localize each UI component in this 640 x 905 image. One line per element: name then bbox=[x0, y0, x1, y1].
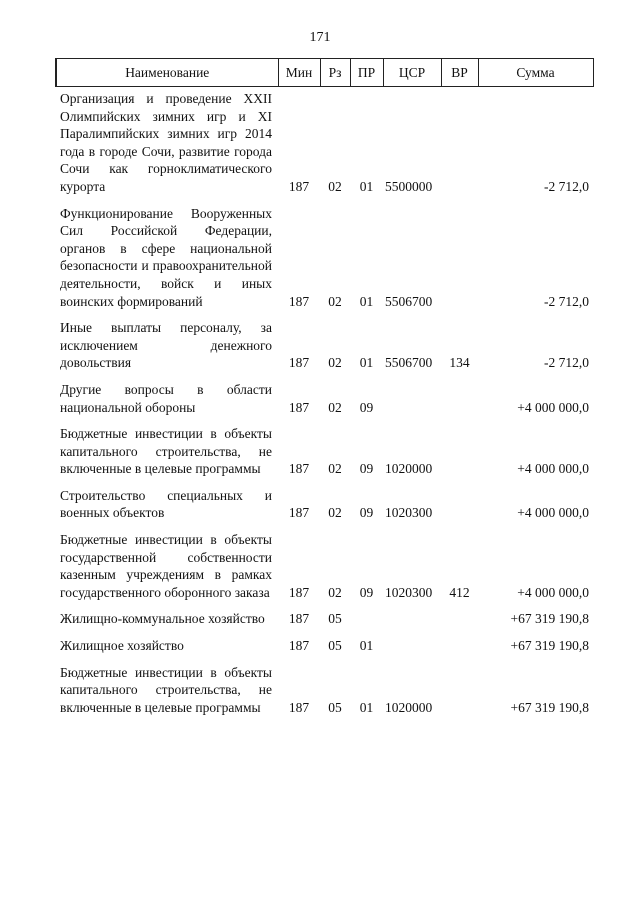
cell-sum: -2 712,0 bbox=[544, 355, 589, 371]
cell-csr: 5506700 bbox=[385, 355, 433, 371]
cell-pr: 01 bbox=[359, 699, 374, 715]
table-row bbox=[56, 606, 593, 633]
table-row bbox=[56, 660, 593, 722]
cell-vr: 412 bbox=[449, 584, 470, 600]
cell-name: Функционирование Вооруженных Сил Российской Федерации, органов в сфере национальной безопасности и правоохранительной деятельности, войск и иных воинских формирований bbox=[60, 205, 272, 309]
cell-csr: 1020000 bbox=[385, 699, 433, 715]
table-row bbox=[56, 201, 593, 316]
cell-name: Бюджетные инвестиции в объекты капитального строительства, не включенные в целевые программы bbox=[60, 426, 272, 477]
header-sum: Сумма bbox=[478, 59, 593, 87]
cell-name: Жилищно-коммунальное хозяйство bbox=[60, 611, 265, 627]
cell-vr bbox=[441, 87, 478, 201]
cell-name: Бюджетные инвестиции в объекты капитального строительства, не включенные в целевые программы bbox=[60, 664, 272, 715]
cell-name: Бюджетные инвестиции в объекты государственной собственности казенным учреждениям в рамках государственного оборонного заказа bbox=[60, 532, 272, 600]
table-row bbox=[56, 483, 593, 527]
header-pr: ПР bbox=[350, 59, 383, 87]
cell-min: 187 bbox=[288, 611, 310, 627]
cell-vr bbox=[441, 483, 478, 527]
cell-vr bbox=[441, 633, 478, 660]
cell-min: 187 bbox=[288, 699, 310, 715]
cell-rz: 02 bbox=[328, 461, 342, 477]
cell-rz: 02 bbox=[328, 399, 342, 415]
cell-pr: 01 bbox=[359, 638, 374, 654]
cell-csr bbox=[383, 606, 441, 633]
cell-pr: 01 bbox=[359, 178, 374, 194]
cell-pr bbox=[350, 606, 383, 633]
cell-vr bbox=[441, 201, 478, 316]
cell-pr: 09 bbox=[359, 584, 374, 600]
table-body bbox=[56, 87, 593, 722]
cell-csr: 5506700 bbox=[385, 293, 433, 309]
table-row bbox=[56, 633, 593, 660]
cell-vr: 134 bbox=[449, 355, 470, 371]
cell-sum: +67 319 190,8 bbox=[510, 638, 589, 654]
cell-csr: 1020300 bbox=[385, 505, 433, 521]
header-min: Мин bbox=[278, 59, 320, 87]
cell-sum: +67 319 190,8 bbox=[510, 699, 589, 715]
cell-vr bbox=[441, 660, 478, 722]
cell-rz: 02 bbox=[328, 293, 342, 309]
table-row bbox=[56, 527, 593, 606]
header-name: Наименование bbox=[56, 59, 278, 87]
cell-min: 187 bbox=[288, 638, 310, 654]
cell-csr bbox=[383, 377, 441, 421]
cell-sum: +4 000 000,0 bbox=[517, 505, 589, 521]
cell-csr: 1020300 bbox=[385, 584, 433, 600]
cell-rz: 02 bbox=[328, 178, 342, 194]
cell-vr bbox=[441, 377, 478, 421]
cell-csr: 5500000 bbox=[385, 178, 433, 194]
cell-min: 187 bbox=[288, 461, 310, 477]
cell-min: 187 bbox=[288, 505, 310, 521]
cell-name: Другие вопросы в области национальной обороны bbox=[60, 381, 272, 415]
header-rz: Рз bbox=[320, 59, 350, 87]
cell-rz: 02 bbox=[328, 584, 342, 600]
header-csr: ЦСР bbox=[383, 59, 441, 87]
cell-rz: 02 bbox=[328, 505, 342, 521]
cell-min: 187 bbox=[288, 178, 310, 194]
table-header bbox=[56, 59, 593, 87]
cell-rz: 05 bbox=[328, 638, 342, 654]
cell-sum: +4 000 000,0 bbox=[517, 399, 589, 415]
table-row bbox=[56, 421, 593, 483]
cell-sum: -2 712,0 bbox=[544, 293, 589, 309]
header-vr: ВР bbox=[441, 59, 478, 87]
table-row bbox=[56, 315, 593, 377]
cell-pr: 01 bbox=[359, 293, 374, 309]
cell-name: Строительство специальных и военных объектов bbox=[60, 487, 272, 521]
cell-vr bbox=[441, 421, 478, 483]
cell-min: 187 bbox=[288, 399, 310, 415]
cell-name: Жилищное хозяйство bbox=[60, 638, 184, 654]
cell-sum: -2 712,0 bbox=[544, 178, 589, 194]
cell-csr: 1020000 bbox=[385, 461, 433, 477]
table-row bbox=[56, 377, 593, 421]
cell-pr: 01 bbox=[359, 355, 374, 371]
cell-pr: 09 bbox=[359, 461, 374, 477]
cell-sum: +67 319 190,8 bbox=[510, 611, 589, 627]
cell-vr bbox=[441, 606, 478, 633]
cell-min: 187 bbox=[288, 293, 310, 309]
cell-rz: 02 bbox=[328, 355, 342, 371]
cell-min: 187 bbox=[288, 355, 310, 371]
cell-name: Организация и проведение XXII Олимпийских зимних игр и XI Паралимпийских зимних игр 2014 года в городе Сочи, развитие города Сочи как горноклиматического курорта bbox=[60, 91, 272, 194]
cell-pr: 09 bbox=[359, 399, 374, 415]
cell-csr bbox=[383, 633, 441, 660]
cell-pr: 09 bbox=[359, 505, 374, 521]
cell-sum: +4 000 000,0 bbox=[517, 461, 589, 477]
table-row bbox=[56, 87, 593, 201]
budget-table bbox=[55, 58, 594, 721]
cell-sum: +4 000 000,0 bbox=[517, 584, 589, 600]
cell-rz: 05 bbox=[328, 699, 342, 715]
cell-min: 187 bbox=[288, 584, 310, 600]
cell-rz: 05 bbox=[328, 611, 342, 627]
cell-name: Иные выплаты персоналу, за исключением денежного довольствия bbox=[60, 320, 272, 371]
page-number: 171 bbox=[309, 30, 331, 45]
